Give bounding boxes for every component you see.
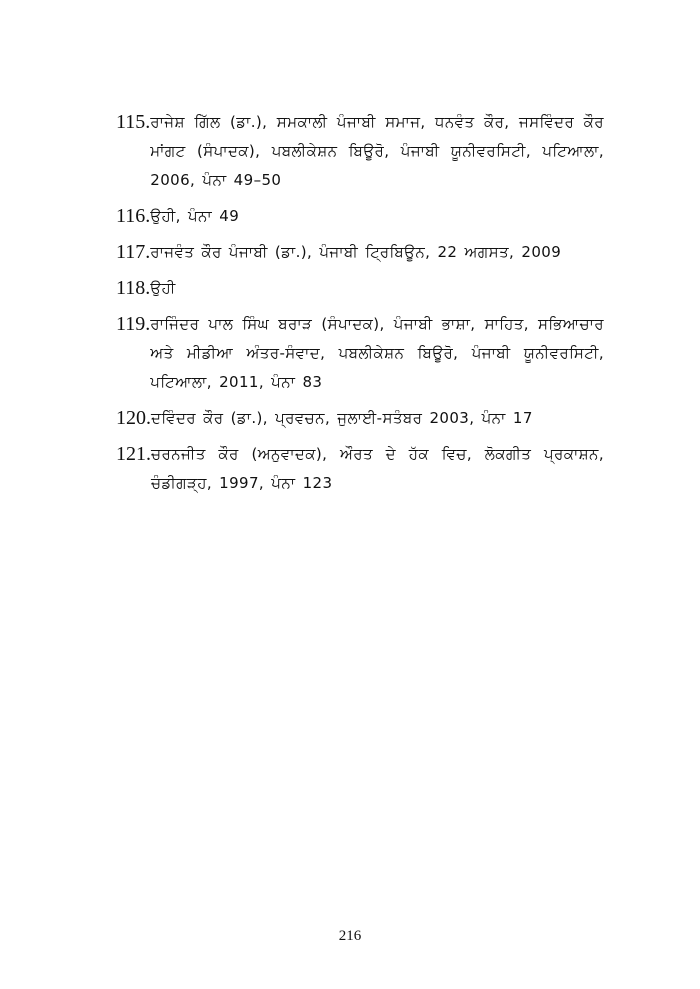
endnote-number: 120.	[116, 407, 151, 429]
endnote-121	[116, 440, 604, 498]
endnote-text: ਦਵਿੰਦਰ ਕੌਰ (ਡਾ.), ਪ੍ਰਵਚਨ, ਜੁਲਾਈ-ਸਤੰਬਰ 2003, ਪੰਨਾ 17	[151, 409, 533, 427]
endnote-text: ਰਾਜਵੰਤ ਕੌਰ ਪੰਜਾਬੀ (ਡਾ.), ਪੰਜਾਬੀ ਟ੍ਰਿਬਿਊਨ, 22 ਅਗਸਤ, 2009	[150, 243, 562, 261]
endnote-text: ਰਾਜਿੰਦਰ ਪਾਲ ਸਿੰਘ ਬਰਾੜ (ਸੰਪਾਦਕ), ਪੰਜਾਬੀ ਭਾਸ਼ਾ, ਸਾਹਿਤ, ਸਭਿਆਚਾਰ ਅਤੇ ਮੀਡੀਆ ਅੰਤਰ-ਸੰਵਾਦ, ਪਬਲੀਕੇਸ਼ਨ ਬਿਊਰੋ, ਪੰਜਾਬੀ ਯੂਨੀਵਰਸਿਟੀ, ਪਟਿਆਲਾ, 2011, ਪੰਨਾ 83	[150, 315, 604, 391]
endnote-number: 115.	[116, 111, 151, 133]
endnote-number: 118.	[116, 277, 151, 299]
endnote-116	[116, 202, 604, 231]
endnote-number: 117.	[116, 241, 151, 263]
endnote-number: 116.	[116, 205, 151, 227]
endnote-number: 121.	[116, 443, 151, 465]
endnote-text: ਉਹੀ, ਪੰਨਾ 49	[150, 207, 240, 225]
endnotes-list	[116, 108, 604, 505]
endnote-119	[116, 310, 604, 397]
page-number: 216	[338, 928, 362, 944]
endnote-115	[116, 108, 604, 195]
endnote-text: ਚਰਨਜੀਤ ਕੌਰ (ਅਨੁਵਾਦਕ), ਔਰਤ ਦੇ ਹੱਕ ਵਿਚ, ਲੋਕਗੀਤ ਪ੍ਰਕਾਸ਼ਨ, ਚੰਡੀਗੜ੍ਹ, 1997, ਪੰਨਾ 123	[151, 445, 604, 492]
endnote-120	[116, 404, 604, 433]
endnote-text: ਰਾਜੇਸ਼ ਗਿੱਲ (ਡਾ.), ਸਮਕਾਲੀ ਪੰਜਾਬੀ ਸਮਾਜ, ਧਨਵੰਤ ਕੌਰ, ਜਸਵਿੰਦਰ ਕੌਰ ਮਾਂਗਟ (ਸੰਪਾਦਕ), ਪਬਲੀਕੇਸ਼ਨ ਬਿਊਰੋ, ਪੰਜਾਬੀ ਯੂਨੀਵਰਸਿਟੀ, ਪਟਿਆਲਾ, 2006, ਪੰਨਾ 49–50	[150, 113, 604, 189]
endnote-number: 119.	[116, 313, 151, 335]
endnote-117	[116, 238, 604, 267]
endnote-118	[116, 274, 604, 303]
endnote-text: ਉਹੀ	[150, 279, 176, 297]
